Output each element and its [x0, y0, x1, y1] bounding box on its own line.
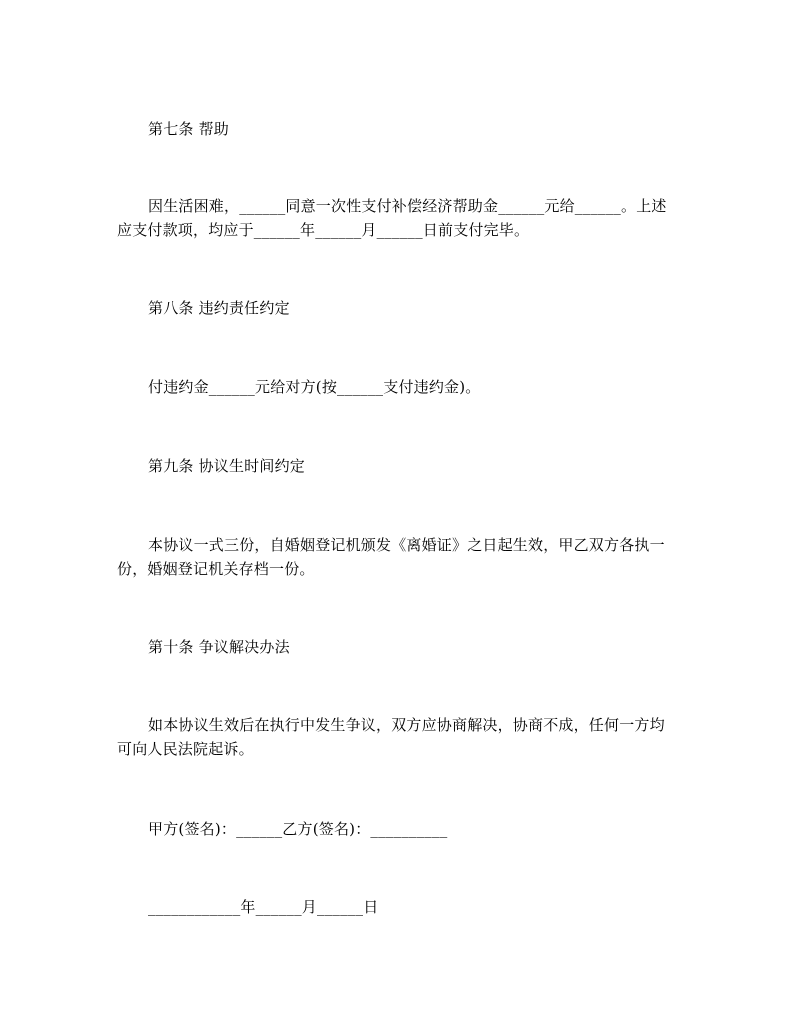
- article7-heading: 第七条 帮助: [148, 120, 229, 138]
- article10-body-line1: 如本协议生效后在执行中发生争议，双方应协商解决，协商不成，任何一方均: [148, 716, 665, 734]
- article9-body-line2: 份，婚姻登记机关存档一份。: [117, 560, 315, 578]
- article9-body-line1: 本协议一式三份，自婚姻登记机颁发《离婚证》之日起生效，甲乙双方各执一: [148, 536, 665, 554]
- article9-heading: 第九条 协议生时间约定: [148, 457, 305, 475]
- date-line: ____________年______月______日: [148, 898, 379, 916]
- article8-body-line1: 付违约金______元给对方(按______支付违约金)。: [148, 378, 481, 396]
- article8-heading: 第八条 违约责任约定: [148, 299, 290, 317]
- article10-body-line2: 可向人民法院起诉。: [117, 740, 254, 758]
- article7-body-line1: 因生活困难，______同意一次性支付补偿经济帮助金______元给______。上述: [148, 197, 667, 215]
- article10-heading: 第十条 争议解决办法: [148, 638, 290, 656]
- article7-body-line2: 应支付款项，均应于______年______月______日前支付完毕。: [117, 221, 530, 239]
- signature-line: 甲方(签名)：______乙方(签名)：__________: [148, 820, 448, 838]
